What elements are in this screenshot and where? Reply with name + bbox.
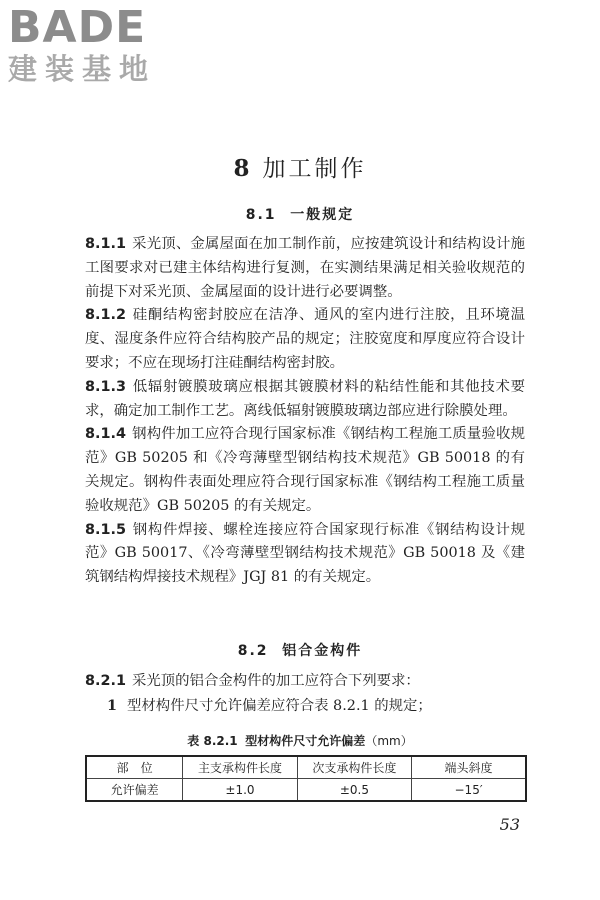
clause-8-1-3 [85,376,525,424]
item-text: 型材构件尺寸允许偏差应符合表 8.2.1 的规定； [127,697,432,714]
clause-8-2-1 [85,670,525,694]
table-unit: （mm） [365,734,413,748]
table-header-cell: 次支承构件长度 [297,756,411,779]
section-number: 8.1 [245,207,277,223]
item-number: 1 [107,696,118,714]
clause-8-1-1 [85,233,525,304]
chapter-number: 8 [233,155,253,182]
clause-8-1-2 [85,304,525,375]
section-name: 一般规定 [290,207,355,223]
logo-wordmark: BADE [8,2,147,53]
clause-number: 8.1.3 [85,378,126,395]
table-header-cell: 端头斜度 [412,756,526,779]
table-row [86,779,526,802]
chapter-name: 加工制作 [262,156,367,182]
clause-text: 采光顶的铝合金构件的加工应符合下列要求： [131,673,420,689]
bade-logo [8,2,178,86]
section-title-8-2 [0,640,600,660]
table-header-cell: 部 位 [86,756,183,779]
table-cell: −15′ [412,779,526,802]
clause-text: 硅酮结构密封胶应在洁净、通风的室内进行注胶，且环境温度、湿度条件应符合结构胶产品的规定；注胶宽度和厚度应符合设计要求；不应在现场打注硅酮结构密封胶。 [85,307,525,371]
clause-8-1-4 [85,423,525,518]
table-number: 表 8.2.1 [187,734,238,748]
tolerance-table [85,755,527,802]
clause-number: 8.1.4 [85,426,126,443]
clause-text: 钢构件加工应符合现行国家标准《钢结构工程施工质量验收规范》GB 50205 和《冷弯薄壁型钢结构技术规范》GB 50018 的有关规定。钢构件表面处理应符合现行国家标准《钢结构工程施工质量验收规范》GB 50205 的有关规定。 [85,426,525,514]
section-8-1-body [85,233,525,590]
clause-text: 钢构件焊接、螺栓连接应符合国家现行标准《钢结构设计规范》GB 50017、《冷弯薄壁型钢结构技术规范》GB 50018 及《建筑钢结构焊接技术规程》JGJ 81 的有关规定。 [85,521,525,586]
section-number: 8.2 [237,643,269,659]
table-cell: ±1.0 [183,779,297,802]
page-number: 53 [499,815,520,834]
clause-number: 8.1.5 [85,521,126,538]
logo-subtitle: 建装基地 [8,52,157,86]
table-cell: 允许偏差 [86,779,183,802]
table-title: 型材构件尺寸允许偏差 [245,734,366,748]
clause-text: 低辐射镀膜玻璃应根据其镀膜材料的粘结性能和其他技术要求，确定加工制作工艺。离线低辐射镀膜玻璃边部应进行除膜处理。 [85,378,525,419]
section-8-2-body [85,670,525,719]
clause-number: 8.1.1 [85,236,126,252]
clause-8-1-5 [85,519,525,590]
table-caption [0,732,600,749]
section-title-8-1 [0,204,600,224]
clause-number: 8.1.2 [85,307,126,324]
clause-text: 采光顶、金属屋面在加工制作前，应按建筑设计和结构设计施工图要求对已建主体结构进行复测，在实测结果满足相关验收规范的前提下对采光顶、金属屋面的设计进行必要调整。 [85,236,525,300]
table-header-cell: 主支承构件长度 [183,756,297,779]
section-name: 铝合金构件 [282,643,363,659]
clause-number: 8.2.1 [85,673,126,689]
item-1 [85,694,525,719]
table-cell: ±0.5 [297,779,411,802]
chapter-title [0,150,600,183]
table-header-row [86,756,526,779]
